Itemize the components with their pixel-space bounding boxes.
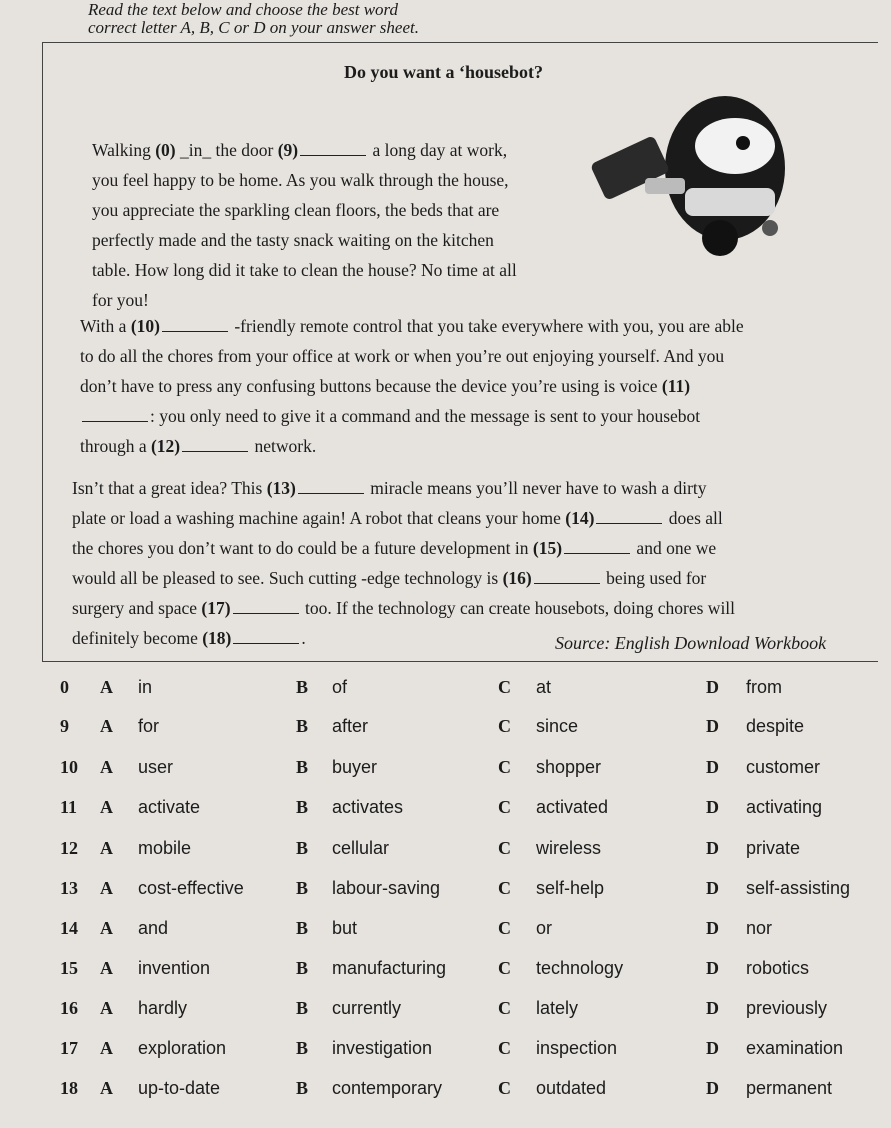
option-choice-a[interactable]: activate xyxy=(138,797,201,817)
option-letter-c: C xyxy=(498,1078,511,1098)
passage-text-segment: Isn’t that a great idea? This xyxy=(72,478,267,498)
option-letter-b: B xyxy=(296,838,309,858)
passage-text-segment: a long day at work, xyxy=(368,140,508,160)
option-letter-a: A xyxy=(100,797,113,817)
passage-text-segment: With a xyxy=(80,316,131,336)
option-choice-d[interactable]: robotics xyxy=(746,958,810,978)
option-letter-c: C xyxy=(498,797,511,817)
passage-text-segment: table. How long did it take to clean the house? No time at all xyxy=(92,260,517,280)
option-choice-c[interactable]: activated xyxy=(536,797,609,817)
option-choice-c[interactable]: at xyxy=(536,677,552,697)
passage-text-segment: being used for xyxy=(601,568,707,588)
option-letter-b: B xyxy=(296,1078,309,1098)
question-number: (17) xyxy=(201,598,231,618)
option-question-number: 15 xyxy=(60,958,78,978)
option-letter-c: C xyxy=(498,757,511,777)
answer-blank[interactable] xyxy=(233,630,299,644)
option-choice-b[interactable]: contemporary xyxy=(332,1078,443,1098)
answer-blank[interactable] xyxy=(534,570,600,584)
question-number: (16) xyxy=(502,568,532,588)
option-choice-a[interactable]: cost-effective xyxy=(138,878,244,898)
option-choice-d[interactable]: examination xyxy=(746,1038,844,1058)
option-letter-d: D xyxy=(706,757,719,777)
option-question-number: 18 xyxy=(60,1078,78,1098)
option-choice-c[interactable]: technology xyxy=(536,958,624,978)
option-choice-a[interactable]: and xyxy=(138,918,169,938)
question-number: (9) xyxy=(277,140,299,160)
answer-blank[interactable] xyxy=(300,142,366,156)
option-row xyxy=(0,918,891,948)
passage-text-segment: you feel happy to be home. As you walk through the house, xyxy=(92,170,509,190)
option-choice-d[interactable]: nor xyxy=(746,918,773,938)
passage-line xyxy=(80,436,316,457)
option-choice-b[interactable]: after xyxy=(332,716,369,736)
option-letter-a: A xyxy=(100,878,113,898)
option-question-number: 14 xyxy=(60,918,78,938)
option-letter-d: D xyxy=(706,797,719,817)
option-letter-d: D xyxy=(706,878,719,898)
option-row xyxy=(0,677,891,707)
passage-text-segment: don’t have to press any confusing buttons because the device you’re using is voice xyxy=(80,376,662,396)
option-choice-d[interactable]: customer xyxy=(746,757,821,777)
option-letter-b: B xyxy=(296,918,309,938)
option-choice-c[interactable]: or xyxy=(536,918,553,938)
option-choice-b[interactable]: labour-saving xyxy=(332,878,441,898)
passage-text-segment: for you! xyxy=(92,290,149,310)
option-letter-b: B xyxy=(296,998,309,1018)
option-letter-b: B xyxy=(296,878,309,898)
passage-line xyxy=(92,260,517,281)
passage-line xyxy=(92,170,509,191)
passage-text-segment: and one we xyxy=(632,538,717,558)
option-question-number: 16 xyxy=(60,998,78,1018)
passage-text-segment: would all be pleased to see. Such cutting -edge technology is xyxy=(72,568,503,588)
option-choice-b[interactable]: buyer xyxy=(332,757,378,777)
passage-line xyxy=(72,598,735,619)
passage-text-segment: plate or load a washing machine again! A robot that cleans your home xyxy=(72,508,566,528)
option-letter-d: D xyxy=(706,1078,719,1098)
passage-line xyxy=(72,478,707,499)
passage-text-segment: -friendly remote control that you take everywhere with you, you are able xyxy=(229,316,744,336)
option-row xyxy=(0,716,891,746)
option-row xyxy=(0,1078,891,1108)
passage-text-segment: the chores you don’t want to do could be a future development in xyxy=(72,538,533,558)
option-choice-b[interactable]: activates xyxy=(332,797,404,817)
passage-text-segment: network. xyxy=(250,436,317,456)
option-row xyxy=(0,998,891,1028)
option-letter-d: D xyxy=(706,958,719,978)
question-number: (15) xyxy=(532,538,563,558)
option-letter-a: A xyxy=(100,998,113,1018)
option-choice-d[interactable]: activating xyxy=(746,797,823,817)
passage-line xyxy=(80,406,700,427)
option-choice-d[interactable]: despite xyxy=(746,716,805,736)
answer-blank[interactable] xyxy=(233,600,299,614)
answer-blank[interactable] xyxy=(182,438,248,452)
option-question-number: 11 xyxy=(60,797,78,817)
passage-text-segment: too. If the technology can create housebots, doing chores will xyxy=(300,598,736,618)
answer-blank[interactable] xyxy=(564,540,630,554)
passage-text-segment: miracle means you’ll never have to wash a dirty xyxy=(365,478,707,498)
question-number: (11) xyxy=(661,376,691,396)
question-number: (12) xyxy=(150,436,181,456)
option-choice-a[interactable]: for xyxy=(138,716,160,736)
option-letter-b: B xyxy=(296,1038,309,1058)
passage-text-segment: _in_ the door xyxy=(175,140,278,160)
passage-text-segment: through a xyxy=(80,436,151,456)
option-choice-a[interactable]: hardly xyxy=(138,998,188,1018)
source-citation: Source: English Download Workbook xyxy=(555,633,827,653)
option-choice-a[interactable]: invention xyxy=(138,958,211,978)
option-row xyxy=(0,797,891,827)
option-question-number: 17 xyxy=(60,1038,78,1058)
answer-blank[interactable] xyxy=(82,408,148,422)
option-letter-c: C xyxy=(498,918,511,938)
passage-text-segment: . xyxy=(301,628,306,648)
option-choice-b[interactable]: currently xyxy=(332,998,402,1018)
passage-line xyxy=(92,230,494,251)
option-choice-a[interactable]: in xyxy=(138,677,153,697)
option-letter-b: B xyxy=(296,677,309,697)
option-letter-a: A xyxy=(100,958,113,978)
passage-text-segment: perfectly made and the tasty snack waiting on the kitchen xyxy=(92,230,494,250)
passage-text-segment: definitely become xyxy=(72,628,203,648)
option-choice-c[interactable]: wireless xyxy=(536,838,602,858)
robot-illustration xyxy=(585,88,805,268)
passage-text-segment: : you only need to give it a command and the message is sent to your housebot xyxy=(150,406,701,426)
option-letter-d: D xyxy=(706,716,719,736)
option-row xyxy=(0,878,891,908)
passage-line xyxy=(72,508,723,529)
option-letter-c: C xyxy=(498,878,511,898)
option-letter-c: C xyxy=(498,998,511,1018)
option-letter-b: B xyxy=(296,797,309,817)
passage-text-segment: Walking xyxy=(92,140,156,160)
option-choice-a[interactable]: exploration xyxy=(138,1038,227,1058)
option-choice-b[interactable]: but xyxy=(332,918,358,938)
passage-line xyxy=(72,568,706,589)
option-question-number: 10 xyxy=(60,757,78,777)
option-choice-d[interactable]: previously xyxy=(746,998,828,1018)
option-choice-d[interactable]: permanent xyxy=(746,1078,833,1098)
option-letter-a: A xyxy=(100,1038,113,1058)
passage-text-segment: you appreciate the sparkling clean floors, the beds that are xyxy=(92,200,500,220)
option-choice-b[interactable]: of xyxy=(332,677,348,697)
question-number: (14) xyxy=(565,508,595,528)
question-number: (18) xyxy=(202,628,232,648)
option-choice-a[interactable]: mobile xyxy=(138,838,192,858)
instruction-line-2: correct letter A, B, C or D on your answer sheet. xyxy=(88,18,419,37)
option-letter-d: D xyxy=(706,838,719,858)
option-letter-d: D xyxy=(706,1038,719,1058)
answer-blank[interactable] xyxy=(298,480,364,494)
option-letter-c: C xyxy=(498,1038,511,1058)
question-number: (0) xyxy=(155,140,176,160)
option-letter-a: A xyxy=(100,716,113,736)
option-question-number: 12 xyxy=(60,838,78,858)
passage-line xyxy=(92,290,149,311)
instruction-line-1: Read the text below and choose the best word xyxy=(88,0,399,19)
option-letter-c: C xyxy=(498,958,511,978)
option-choice-d[interactable]: from xyxy=(746,677,782,697)
option-letter-a: A xyxy=(100,838,113,858)
option-letter-a: A xyxy=(100,757,113,777)
option-letter-b: B xyxy=(296,757,309,777)
option-choice-b[interactable]: manufacturing xyxy=(332,958,447,978)
option-row xyxy=(0,1038,891,1068)
option-question-number: 0 xyxy=(60,677,69,697)
answer-blank[interactable] xyxy=(596,510,662,524)
option-letter-b: B xyxy=(296,716,309,736)
option-choice-b[interactable]: investigation xyxy=(332,1038,433,1058)
passage-title: Do you want a ‘housebot? xyxy=(344,62,544,82)
answer-blank[interactable] xyxy=(162,318,228,332)
passage-text-segment: does all xyxy=(664,508,723,528)
passage-line xyxy=(80,376,690,397)
option-letter-b: B xyxy=(296,958,309,978)
passage-line xyxy=(80,346,724,367)
passage-line xyxy=(92,200,499,221)
option-choice-a[interactable]: user xyxy=(138,757,174,777)
option-letter-c: C xyxy=(498,838,511,858)
option-choice-c[interactable]: self-help xyxy=(536,878,605,898)
option-letter-d: D xyxy=(706,677,719,697)
passage-line xyxy=(72,538,716,559)
option-choice-c[interactable]: since xyxy=(536,716,579,736)
passage-text-segment: to do all the chores from your office at work or when you’re out enjoying yourself. And you xyxy=(80,346,725,366)
option-choice-b[interactable]: cellular xyxy=(332,838,390,858)
passage-line xyxy=(92,140,507,161)
option-letter-a: A xyxy=(100,1078,113,1098)
option-choice-d[interactable]: self-assisting xyxy=(746,878,851,898)
option-choice-d[interactable]: private xyxy=(746,838,801,858)
option-question-number: 9 xyxy=(60,716,69,736)
question-number: (10) xyxy=(130,316,160,336)
option-letter-d: D xyxy=(706,998,719,1018)
passage-line xyxy=(72,628,306,649)
option-letter-a: A xyxy=(100,918,113,938)
option-letter-c: C xyxy=(498,677,511,697)
option-choice-a[interactable]: up-to-date xyxy=(138,1078,221,1098)
question-number: (13) xyxy=(266,478,296,498)
option-choice-c[interactable]: shopper xyxy=(536,757,602,777)
passage-text-segment: surgery and space xyxy=(72,598,202,618)
option-letter-a: A xyxy=(100,677,113,697)
option-letter-c: C xyxy=(498,716,511,736)
option-row xyxy=(0,757,891,787)
option-question-number: 13 xyxy=(60,878,78,898)
option-row xyxy=(0,838,891,868)
passage-line xyxy=(80,316,744,337)
option-choice-c[interactable]: lately xyxy=(536,998,579,1018)
option-row xyxy=(0,958,891,988)
option-letter-d: D xyxy=(706,918,719,938)
option-choice-c[interactable]: outdated xyxy=(536,1078,607,1098)
option-choice-c[interactable]: inspection xyxy=(536,1038,618,1058)
